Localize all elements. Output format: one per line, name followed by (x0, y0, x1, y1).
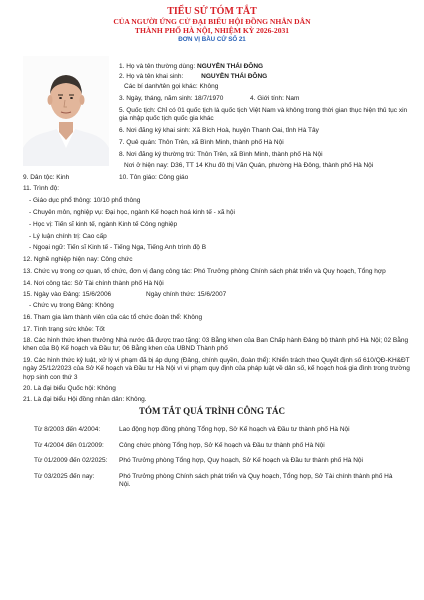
info-party-official-date: Ngày chính thức: 15/6/2007 (146, 291, 227, 298)
timeline-description: Lao động hợp đồng phòng Tổng hợp, Sở Kế hoạch và Đầu tư thành phố Hà Nội (119, 426, 350, 433)
document-header (0, 6, 424, 44)
info-position: 13. Chức vụ trong cơ quan, tổ chức, đơn vị đang công tác: Phó Trưởng phòng Chính sách phát triển và Quy hoạch, Tổng hợp (23, 268, 386, 275)
info-organizations: 16. Tham gia làm thành viên của các tổ chức đoàn thể: Không (23, 314, 203, 321)
candidate-portrait (23, 56, 109, 166)
timeline-date: Từ 03/2025 đến nay: (34, 473, 95, 480)
info-awards: 18. Các hình thức khen thưởng Nhà nước đã được trao tặng: 03 Bằng khen của Ban Chấp hành Đảng bộ thành phố Hà Nội; 02 Bằng khen của Bộ Kế hoạch và Đầu tư; 06 Bằng khen của UBND Thành phố (23, 337, 409, 353)
info-occupation: 12. Nghề nghiệp hiện nay: Công chức (23, 256, 133, 263)
document-subtitle-line2: THÀNH PHỐ HÀ NỘI, NHIỆM KỲ 2026-2031 (134, 26, 290, 35)
info-birth-registration: 6. Nơi đăng ký khai sinh: Xã Bích Hoà, huyện Thanh Oai, tỉnh Hà Tây (119, 127, 319, 134)
info-discipline: 19. Các hình thức kỷ luật, xử lý vi phạm đã bị áp dụng (Đảng, chính quyền, đoàn thể): Khiển trách theo Quyết định số 610/QĐ-KH&ĐT ngày 25/12/2023 của Sở Kế hoạch và Đầu tư Hà Nội vì vi phạm quy định của pháp luật về dân số, kế hoạch hoá gia đình trong trường hợp sinh con thứ 3 (23, 357, 410, 381)
timeline-description: Công chức phòng Tổng hợp, Sở Kế hoạch và Đầu tư thành phố Hà Nội (119, 442, 325, 449)
info-national-assembly: 20. Là đại biểu Quốc hội: Không (23, 385, 116, 392)
info-birth-name-label: 2. Họ và tên khai sinh: (119, 73, 186, 80)
info-religion: 10. Tôn giáo: Công giáo (119, 174, 189, 181)
document-subtitle-line1: CỦA NGƯỜI ỨNG CỬ ĐẠI BIỂU HỘI ĐỒNG NHÂN DÂN (113, 17, 311, 26)
timeline-date: Từ 8/2003 đến 4/2004: (34, 426, 101, 433)
work-history-title: TÓM TẮT QUÁ TRÌNH CÔNG TÁC (138, 406, 286, 416)
timeline-date: Từ 4/2004 đến 01/2009: (34, 442, 104, 449)
info-education-heading: 11. Trình độ: (23, 185, 60, 192)
info-general-education: - Giáo dục phổ thông: 10/10 phổ thông (29, 197, 141, 204)
info-political-theory: - Lý luận chính trị: Cao cấp (29, 233, 107, 240)
info-foreign-language: - Ngoại ngữ: Tiến sĩ Kinh tế - Tiếng Nga, Tiếng Anh trình độ B (29, 244, 207, 251)
timeline-description: Phó Trưởng phòng Tổng hợp, Quy hoạch, Sở Kế hoạch và Đầu tư thành phố Hà Nội (119, 457, 363, 464)
info-birth-name (119, 73, 267, 81)
timeline-description: Phó Trưởng phòng Chính sách phát triển và Quy hoạch, Tổng hợp, Sở Tài chính thành phố Hà Nội. (119, 473, 393, 489)
info-common-name-value: NGUYỄN THÁI ĐÔNG (197, 63, 264, 70)
info-common-name (119, 63, 263, 71)
info-nationality: 5. Quốc tịch: Chỉ có 01 quốc tịch là quốc tịch Việt Nam và không trong thời gian thục hiện thủ tục xin gia nhập quốc tịch quốc gia khác (119, 107, 408, 123)
info-workplace: 14. Nơi công tác: Sở Tài chính thành phố Hà Nội (23, 280, 164, 287)
info-hometown: 7. Quê quán: Thôn Trên, xã Bình Minh, thành phố Hà Nội (119, 139, 284, 146)
info-party-position: - Chức vụ trong Đảng: Không (29, 302, 114, 309)
electoral-unit: ĐƠN VỊ BẦU CỬ SỐ 21 (178, 36, 246, 43)
info-birth-name-value: NGUYỄN THÁI ĐÔNG (201, 73, 268, 80)
info-current-residence: Nơi ở hiện nay: D36, TT 14 Khu đô thị Văn Quán, phường Hà Đông, thành phố Hà Nội (124, 162, 374, 169)
document-title: TIỂU SỬ TÓM TẮT (167, 6, 257, 17)
info-party-join-date: 15. Ngày vào Đảng: 15/6/2006 (23, 291, 112, 298)
info-ethnicity: 9. Dân tộc: Kinh (23, 174, 70, 181)
info-gender: 4. Giới tính: Nam (250, 95, 300, 102)
info-common-name-label: 1. Họ và tên thường dùng: (119, 63, 197, 70)
info-specialization: - Chuyên môn, nghiệp vụ: Đại học, ngành Kế hoạch hoá kinh tế - xã hội (29, 209, 235, 216)
timeline-date: Từ 01/2009 đến 02/2025: (34, 457, 108, 464)
info-birth-date: 3. Ngày, tháng, năm sinh: 18/7/1970 (119, 95, 224, 102)
info-academic-degree: - Học vị: Tiến sĩ kinh tế, ngành Kinh tế Công nghiệp (29, 221, 178, 228)
info-aliases: Các bí danh/tên gọi khác: Không (124, 83, 219, 90)
info-permanent-residence: 8. Nơi đăng ký thường trú: Thôn Trên, xã Bình Minh, thành phố Hà Nội (119, 151, 323, 158)
info-peoples-council: 21. Là đại biểu Hội đồng nhân dân: Không. (23, 396, 147, 403)
info-health: 17. Tình trạng sức khỏe: Tốt (23, 326, 105, 333)
